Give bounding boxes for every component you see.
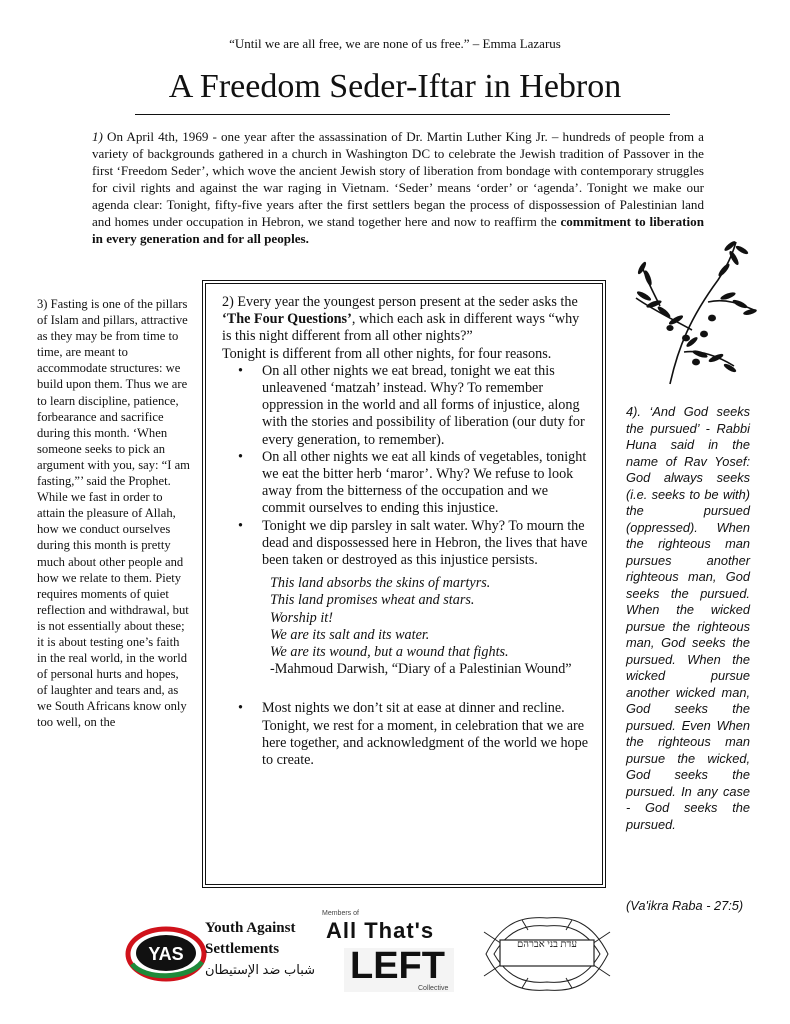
bullet-icon: • — [238, 700, 243, 717]
four-questions-bold: ‘The Four Questions’ — [222, 311, 352, 328]
epigraph-quote: “Until we are all free, we are none of us free.” – Emma Lazarus — [229, 36, 561, 51]
poem-line: Worship it! — [270, 609, 333, 626]
bullet-icon: • — [238, 362, 243, 379]
reason-text: On all other nights we eat bread, tonight we eat this unleavened ‘matzah’ instead. Why? To remember oppression in the world and all forms of injustice, along with the stories and possibility of liberation (our duty for every generation, to remember). — [262, 362, 585, 448]
intro-number: 1) — [92, 129, 103, 144]
reason-text: Most nights we don’t sit at ease at dinner and recline. Tonight, we rest for a moment, in celebration that we are here together, and acknowledgment of the world we hope to create. — [262, 700, 589, 769]
reasons-list — [222, 363, 590, 569]
reason-item — [238, 517, 590, 570]
olive-branch-icon — [630, 238, 760, 386]
yas-name-line2: Settlements — [205, 941, 280, 957]
atl-wordmark-bottom: LEFT — [350, 945, 445, 987]
poem-line: We are its salt and its water. — [270, 626, 430, 643]
darwish-poem — [270, 575, 590, 678]
yas-logo-icon — [124, 922, 208, 982]
reason-item — [238, 700, 590, 769]
reason-text: On all other nights we eat all kinds of vegetables, tonight we eat the bitter herb ‘maror’. Why? We refuse to look away from the bitterness of the occupation and we commit ourselves to ending this injustice. — [262, 448, 587, 517]
bnei-avraham-logo-icon — [482, 912, 612, 996]
reason-item — [238, 448, 590, 518]
god-seeks-column: 4). ‘And God seeks the pursued’ - Rabbi Huna said in the name of Rav Yosef: God always seeks (i.e. seeks to be with) the pursued (oppressed). When the righteous man pursues another righteous man, God seeks the pursued. When the wicked pursue the righteous man, God seeks the pursued. When the wicked pursue another wicked man, God seeks the pursued. Even When the righteous man pursue the wicked, God seeks the pursued. In any case - God seeks the pursued. — [626, 404, 750, 832]
bnei-avraham-label: עדת בני אברהם — [517, 939, 577, 950]
poem-line: This land promises wheat and stars. — [270, 592, 475, 609]
god-seeks-citation: (Va'ikra Raba - 27:5) — [626, 898, 744, 913]
reason-item — [238, 362, 590, 449]
yas-badge-text: YAS — [148, 944, 184, 964]
fasting-column: 3) Fasting is one of the pillars of Islam and pillars, attractive as they may be from time to time, are meant to accommodate structures: we build upon them. Thus we are to learn discipline, patience, forbearance and sacrifice during this month. ‘When someone seeks to pick an argument with you, say: “I am fasting,”’ said the Prophet. While we fast in order to attain the pleasure of Allah, how we conduct ourselves during this month is pretty much about other people and how we relate to them. Piety requires moments of quiet reflection and withdrawal, but is not essentially about these; it is about testing one’s faith in the real world, in the world of personal hurts and hopes, of laughter and tears and, as we South Africans know only too well, on the — [37, 297, 190, 730]
bullet-icon: • — [238, 448, 243, 465]
intro-bold-text: commitment to liberation in every generation and for all peoples. — [92, 214, 704, 246]
reasons-list-final — [222, 700, 590, 769]
four-reasons-line: Tonight is different from all other nights, for four reasons. — [222, 345, 552, 362]
four-questions-intro-text: 2) Every year the youngest person present at the seder asks the — [222, 294, 578, 310]
atl-members-label: Members of — [322, 910, 359, 917]
yas-name-line1: Youth Against — [205, 920, 296, 936]
atl-wordmark-top: All That's — [326, 918, 435, 943]
poem-line: We are its wound, but a wound that fights. — [270, 644, 509, 661]
four-questions-intro-tail: , which each ask in different ways “why is this night different from all other nights?” — [222, 311, 580, 345]
page-title: A Freedom Seder-Iftar in Hebron — [168, 68, 622, 105]
intro-text: On April 4th, 1969 - one year after the assassination of Dr. Martin Luther King Jr. – hundreds of people from a variety of backgrounds gathered in a church in Washington DC to celebrate the Jewish tradition of Passover in the first ‘Freedom Seder’, which wove the ancient Jewish story of liberation from bondage with contemporary struggles for civil rights and against the war raging in Vietnam. ‘Seder’ means ‘order’ or ‘agenda’. Tonight we make our agenda clear: Tonight, fifty-five years after the first settlers began the process of dispossession of Palestinian land and homes under occupation in Hebron, we stand together here and now to reaffirm the — [92, 129, 704, 229]
poem-attribution: -Mahmoud Darwish, “Diary of a Palestinian Wound” — [270, 661, 572, 678]
four-questions-intro — [222, 294, 590, 346]
atl-collective-label: Collective — [418, 985, 449, 992]
intro-paragraph — [92, 128, 704, 247]
bullet-icon: • — [238, 517, 243, 534]
title-underline — [135, 114, 670, 115]
reason-text: Tonight we dip parsley in salt water. Why? To mourn the dead and dispossessed here in Hebron, the lives that have been taken or destroyed as this injustice persists. — [262, 517, 588, 569]
poem-line: This land absorbs the skins of martyrs. — [270, 575, 491, 592]
four-questions-box — [202, 280, 606, 888]
yas-arabic-name: شباب ضد الإستيطان — [205, 962, 316, 977]
